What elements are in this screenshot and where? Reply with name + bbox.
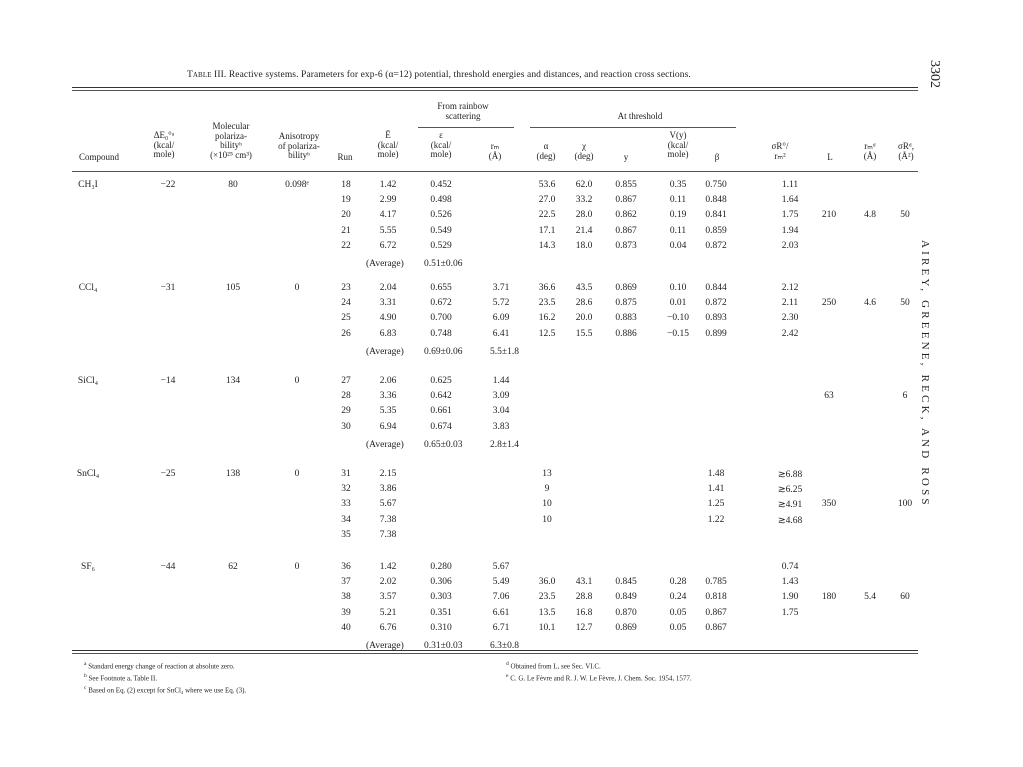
cell-rm: 6.41 [492, 328, 510, 339]
cell-eps: 0.655 [430, 283, 452, 293]
cell-ebar: 6.72 [379, 240, 397, 251]
table-caption [187, 70, 691, 80]
L-value: 250 [821, 298, 837, 309]
de0-value: −31 [160, 283, 176, 293]
cell-beta: 0.867 [705, 607, 727, 618]
rmd-value: 4.6 [864, 298, 876, 309]
cell-alpha: 10 [542, 499, 552, 510]
cell-beta: 1.25 [707, 499, 725, 510]
cell-alpha: 13.5 [538, 607, 556, 618]
cell-ebar: 7.38 [379, 529, 397, 540]
average-rm: 2.8±1.4 [490, 439, 519, 450]
header-rm: rₘ (Å) [488, 141, 502, 161]
cell-sr: 1.64 [781, 195, 799, 206]
sigmad-value: 50 [900, 298, 910, 309]
cell-ebar: 1.42 [379, 562, 397, 572]
cell-y: 0.873 [615, 240, 637, 251]
cell-chi: 18.0 [575, 240, 593, 251]
cell-ebar: 2.04 [379, 283, 397, 293]
footnote-a: $^a$ Standard energy change of reaction at absolute zero. [84, 661, 235, 671]
cell-ebar: 6.94 [379, 421, 397, 432]
header-anisotropy: Anisotropy of polariza- bilityᵇ [278, 131, 320, 160]
run-number: 26 [341, 328, 351, 339]
cell-alpha: 10 [542, 514, 552, 525]
sigmad-value: 100 [897, 499, 913, 510]
cell-beta: 0.818 [705, 592, 727, 603]
cell-y: 0.867 [615, 195, 637, 206]
average-epsilon: 0.69±0.06 [424, 346, 463, 357]
cell-vy: 0.10 [669, 283, 687, 293]
average-label: (Average) [366, 439, 404, 450]
cell-rm: 3.83 [492, 421, 510, 432]
cell-eps: 0.306 [430, 577, 452, 588]
bottom-rule-double [72, 653, 918, 654]
run-number: 20 [341, 210, 351, 221]
cell-y: 0.869 [615, 283, 637, 293]
polarizability-value: 62 [228, 562, 238, 572]
cell-chi: 16.8 [575, 607, 593, 618]
cell-alpha: 27.0 [538, 195, 556, 206]
header-threshold-group: At threshold [617, 111, 663, 121]
cell-y: 0.870 [615, 607, 637, 618]
compound-name: SiCl₄ [77, 376, 99, 386]
cell-sr: 1.11 [781, 180, 799, 190]
cell-sr: 1.75 [781, 607, 799, 618]
cell-rm: 3.71 [492, 283, 510, 293]
cell-sr: 1.90 [781, 592, 799, 603]
L-value: 180 [821, 592, 837, 603]
cell-sr: 2.03 [781, 240, 799, 251]
cell-rm: 5.49 [492, 577, 510, 588]
header-rainbow-group: From rainbow scattering [437, 101, 489, 121]
run-number: 38 [341, 592, 351, 603]
de0-value: −14 [160, 376, 176, 386]
run-number: 24 [341, 298, 351, 309]
cell-rm: 3.09 [492, 391, 510, 402]
cell-vy: 0.11 [669, 225, 687, 236]
average-epsilon: 0.31±0.03 [424, 641, 463, 651]
polarizability-value: 80 [228, 180, 238, 190]
cell-y: 0.869 [615, 622, 637, 633]
cell-ebar: 5.35 [379, 406, 397, 417]
cell-beta: 0.750 [705, 180, 727, 190]
cell-rm: 5.67 [492, 562, 510, 572]
cell-beta: 0.872 [705, 240, 727, 251]
cell-ebar: 4.17 [379, 210, 397, 221]
cell-chi: 20.0 [575, 313, 593, 324]
cell-eps: 0.748 [430, 328, 452, 339]
cell-alpha: 53.6 [538, 180, 556, 190]
header-y: y [623, 152, 629, 162]
header-vy: V(y) (kcal/ mole) [667, 130, 689, 159]
cell-beta: 0.893 [705, 313, 727, 324]
cell-beta: 0.872 [705, 298, 727, 309]
header-chi: χ (deg) [574, 141, 594, 161]
header-run: Run [337, 152, 353, 162]
cell-vy: −0.10 [667, 313, 689, 324]
cell-sr: 2.30 [781, 313, 799, 324]
cell-eps: 0.280 [430, 562, 452, 572]
sigmad-value: 6 [902, 391, 908, 402]
header-ebar: Ē (kcal/ mole) [377, 130, 399, 159]
run-number: 18 [341, 180, 351, 190]
cell-eps: 0.700 [430, 313, 452, 324]
compound-name: SnCl₄ [76, 469, 100, 479]
compound-name: CH₃I [78, 180, 98, 190]
cell-chi: 33.2 [575, 195, 593, 206]
cell-alpha: 13 [542, 469, 552, 479]
run-number: 19 [341, 195, 351, 206]
footnote-c: $^c$ Based on Eq. (2) except for SnCl₄ where we use Eq. (3). [84, 685, 247, 695]
header-alpha: α (deg) [536, 141, 556, 161]
cell-sr: 2.11 [781, 298, 799, 309]
rmd-value: 4.8 [864, 210, 876, 221]
cell-vy: −0.15 [667, 328, 689, 339]
cell-vy: 0.04 [669, 240, 687, 251]
cell-sr: ≳6.88 [777, 470, 803, 480]
threshold-group-rule [530, 127, 736, 128]
header-L: L [827, 152, 833, 162]
cell-ebar: 6.83 [379, 328, 397, 339]
table-caption-text: Reactive systems. Parameters for exp-6 (α=12) potential, threshold energies and distances, and reaction cross sections. [228, 70, 691, 80]
average-rm: 6.3±0.8 [490, 641, 519, 651]
cell-sr: 1.75 [781, 210, 799, 221]
rainbow-group-rule [418, 127, 514, 128]
run-number: 30 [341, 421, 351, 432]
header-bottom-rule [72, 171, 918, 172]
cell-eps: 0.526 [430, 210, 452, 221]
cell-eps: 0.452 [430, 180, 452, 190]
header-beta: β [714, 152, 720, 162]
cell-ebar: 2.02 [379, 577, 397, 588]
cell-beta: 1.48 [707, 469, 725, 479]
cell-eps: 0.529 [430, 240, 452, 251]
header-sigmad: σRᵈ, (Å²) [898, 141, 914, 161]
cell-chi: 15.5 [575, 328, 593, 339]
cell-ebar: 2.99 [379, 195, 397, 206]
cell-beta: 1.22 [707, 514, 725, 525]
cell-alpha: 36.0 [538, 577, 556, 588]
cell-chi: 43.1 [575, 577, 593, 588]
cell-beta: 1.41 [707, 484, 725, 495]
L-value: 63 [824, 391, 834, 402]
cell-y: 0.875 [615, 298, 637, 309]
cell-eps: 0.549 [430, 225, 452, 236]
cell-y: 0.862 [615, 210, 637, 221]
cell-vy: 0.24 [669, 592, 687, 603]
header-rmd: rₘᵈ (Å) [863, 141, 877, 161]
run-number: 22 [341, 240, 351, 251]
cell-alpha: 9 [544, 484, 550, 495]
polarizability-value: 105 [225, 283, 241, 293]
header-de0: ΔE₀°ᵃ (kcal/ mole) [153, 130, 175, 159]
cell-chi: 28.0 [575, 210, 593, 221]
cell-ebar: 2.15 [379, 469, 397, 479]
cell-rm: 1.44 [492, 376, 510, 386]
cell-alpha: 10.1 [538, 622, 556, 633]
cell-y: 0.867 [615, 225, 637, 236]
run-number: 21 [341, 225, 351, 236]
cell-sr: 2.12 [781, 283, 799, 293]
cell-alpha: 36.6 [538, 283, 556, 293]
polarizability-value: 134 [225, 376, 241, 386]
cell-ebar: 5.55 [379, 225, 397, 236]
footnote-e: $^e$ C. G. Le Fèvre and R. J. W. Le Fèvre, J. Chem. Soc. 1954, 1577. [506, 673, 692, 683]
cell-chi: 43.5 [575, 283, 593, 293]
average-rm: 5.5±1.8 [490, 346, 519, 357]
compound-name: CCl₄ [78, 283, 98, 293]
cell-chi: 62.0 [575, 180, 593, 190]
run-number: 37 [341, 577, 351, 588]
cell-eps: 0.351 [430, 607, 452, 618]
rmd-value: 5.4 [864, 592, 876, 603]
header-epsilon: ε (kcal/ mole) [430, 130, 452, 159]
cell-ebar: 3.57 [379, 592, 397, 603]
cell-sr: ≳6.25 [777, 485, 803, 496]
page-number: 3302 [927, 60, 942, 88]
cell-y: 0.883 [615, 313, 637, 324]
cell-sr: ≳4.91 [777, 500, 803, 511]
anisotropy-value: 0 [294, 283, 300, 293]
cell-beta: 0.848 [705, 195, 727, 206]
cell-vy: 0.01 [669, 298, 687, 309]
cell-eps: 0.310 [430, 622, 452, 633]
de0-value: −22 [160, 180, 176, 190]
cell-eps: 0.625 [430, 376, 452, 386]
cell-alpha: 23.5 [538, 298, 556, 309]
cell-chi: 28.8 [575, 592, 593, 603]
cell-ebar: 3.31 [379, 298, 397, 309]
cell-ebar: 5.67 [379, 499, 397, 510]
run-number: 32 [341, 484, 351, 495]
run-number: 33 [341, 499, 351, 510]
cell-alpha: 22.5 [538, 210, 556, 221]
cell-sr: 2.42 [781, 328, 799, 339]
run-number: 34 [341, 514, 351, 525]
run-number: 35 [341, 529, 351, 540]
cell-eps: 0.642 [430, 391, 452, 402]
cell-rm: 6.09 [492, 313, 510, 324]
run-number: 39 [341, 607, 351, 618]
run-number: 25 [341, 313, 351, 324]
cell-ebar: 1.42 [379, 180, 397, 190]
average-epsilon: 0.65±0.03 [424, 439, 463, 450]
cell-sr: 1.94 [781, 225, 799, 236]
cell-beta: 0.841 [705, 210, 727, 221]
cell-chi: 28.6 [575, 298, 593, 309]
running-head: AIREY, GREENE, RECK, AND ROSS [919, 240, 931, 508]
run-number: 28 [341, 391, 351, 402]
cell-eps: 0.498 [430, 195, 452, 206]
run-number: 27 [341, 376, 351, 386]
cell-beta: 0.867 [705, 622, 727, 633]
cell-vy: 0.19 [669, 210, 687, 221]
cell-rm: 7.06 [492, 592, 510, 603]
cell-rm: 6.71 [492, 622, 510, 633]
cell-ebar: 6.76 [379, 622, 397, 633]
cell-sr: 1.43 [781, 577, 799, 588]
cell-y: 0.855 [615, 180, 637, 190]
cell-ebar: 5.21 [379, 607, 397, 618]
top-rule [72, 87, 918, 88]
cell-rm: 6.61 [492, 607, 510, 618]
cell-ebar: 3.36 [379, 391, 397, 402]
cell-vy: 0.05 [669, 607, 687, 618]
cell-eps: 0.661 [430, 406, 452, 417]
cell-vy: 0.35 [669, 180, 687, 190]
table-label: Table III. [187, 70, 227, 80]
cell-sr: 0.74 [781, 562, 799, 572]
cell-alpha: 23.5 [538, 592, 556, 603]
cell-eps: 0.672 [430, 298, 452, 309]
cell-chi: 12.7 [575, 622, 593, 633]
cell-beta: 0.844 [705, 283, 727, 293]
cell-eps: 0.303 [430, 592, 452, 603]
anisotropy-value: 0 [294, 562, 300, 572]
sigmad-value: 50 [900, 210, 910, 221]
cell-beta: 0.859 [705, 225, 727, 236]
anisotropy-value: 0 [294, 469, 300, 479]
cell-ebar: 2.06 [379, 376, 397, 386]
de0-value: −25 [160, 469, 176, 479]
top-rule-double [72, 90, 918, 91]
sigmad-value: 60 [900, 592, 910, 603]
average-label: (Average) [366, 346, 404, 357]
footnote-d: $^d$ Obtained from L, see Sec. VI.C. [506, 661, 601, 671]
cell-vy: 0.28 [669, 577, 687, 588]
cell-vy: 0.05 [669, 622, 687, 633]
average-epsilon: 0.51±0.06 [424, 259, 463, 269]
de0-value: −44 [160, 562, 176, 572]
bottom-rule [72, 650, 918, 651]
cell-eps: 0.674 [430, 421, 452, 432]
cell-y: 0.849 [615, 592, 637, 603]
cell-alpha: 12.5 [538, 328, 556, 339]
L-value: 350 [821, 499, 837, 510]
compound-name: SF₆ [81, 562, 95, 572]
run-number: 31 [341, 469, 351, 479]
anisotropy-value: 0.098ᵉ [285, 180, 309, 190]
cell-ebar: 7.38 [379, 514, 397, 525]
header-polarizability: Molecular polariza- bilityᵇ (×10²⁵ cm³) [210, 121, 252, 160]
cell-y: 0.845 [615, 577, 637, 588]
L-value: 210 [821, 210, 837, 221]
cell-ebar: 4.90 [379, 313, 397, 324]
average-label: (Average) [366, 641, 404, 651]
cell-rm: 5.72 [492, 298, 510, 309]
run-number: 36 [341, 562, 351, 572]
run-number: 23 [341, 283, 351, 293]
cell-chi: 21.4 [575, 225, 593, 236]
cell-y: 0.886 [615, 328, 637, 339]
cell-alpha: 14.3 [538, 240, 556, 251]
run-number: 29 [341, 406, 351, 417]
header-compound: Compound [78, 152, 119, 162]
cell-alpha: 16.2 [538, 313, 556, 324]
cell-rm: 3.04 [492, 406, 510, 417]
run-number: 40 [341, 622, 351, 633]
average-label: (Average) [366, 259, 404, 269]
cell-beta: 0.785 [705, 577, 727, 588]
header-sigma-ratio: σR°/ rₘ² [771, 141, 789, 161]
anisotropy-value: 0 [294, 376, 300, 386]
polarizability-value: 138 [225, 469, 241, 479]
cell-ebar: 3.86 [379, 484, 397, 495]
footnote-b: $^b$ See Footnote a, Table II. [84, 673, 158, 683]
cell-sr: ≳4.68 [777, 515, 803, 526]
cell-vy: 0.11 [669, 195, 687, 206]
cell-beta: 0.899 [705, 328, 727, 339]
cell-alpha: 17.1 [538, 225, 556, 236]
